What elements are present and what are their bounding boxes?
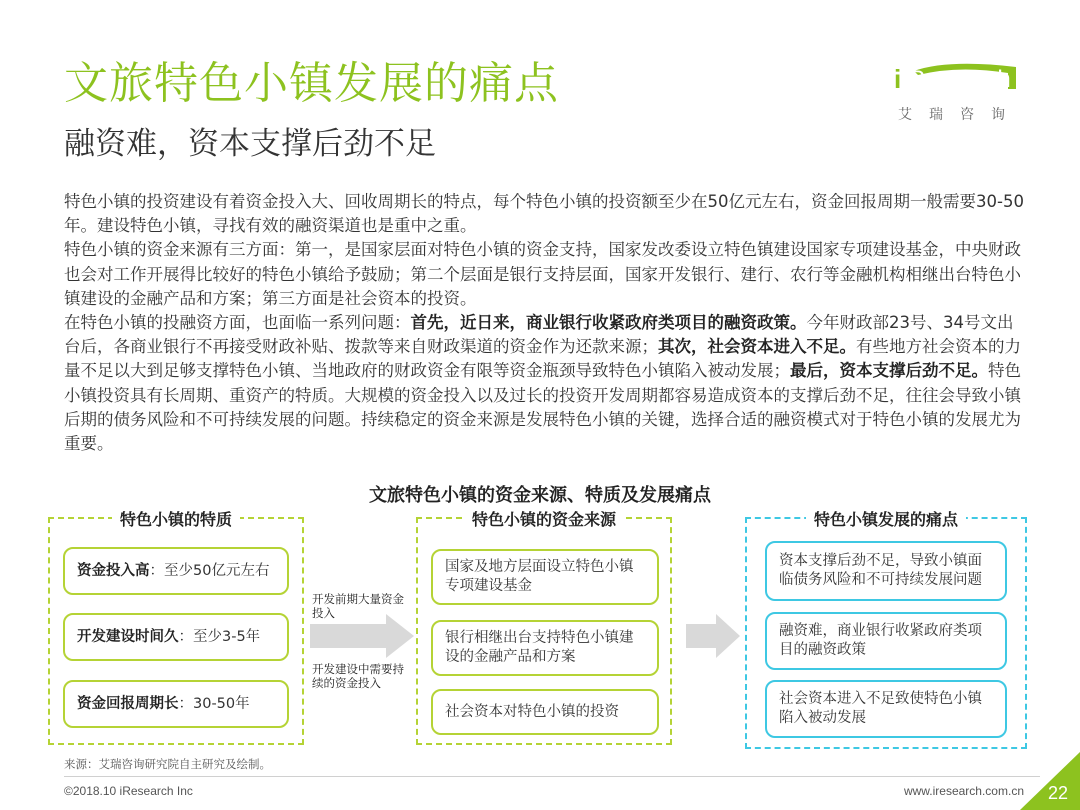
body-paragraph-2: 特色小镇的资金来源有三方面：第一，是国家层面对特色小镇的资金支持，国家发改委设立特色镇建设国家专项建设基金，中央财政也会对工作开展得比较好的特色小镇给予鼓励；第二个层面是银行支持层面，国家开发银行、建行、农行等金融机构相继出台特色小镇建设的金融产品和方案；第三方面是社会资本的投资。 xyxy=(64,240,1021,308)
trait-item: 开发建设时间久 ：至少3-5年 xyxy=(63,613,289,661)
source-note: 来源：艾瑞咨询研究院自主研究及绘制。 xyxy=(64,757,271,771)
footer-divider xyxy=(64,776,1040,777)
trait-item: 资金投入高 ：至少50亿元左右 xyxy=(63,547,289,595)
traits-heading: 特色小镇的特质 xyxy=(112,510,240,529)
website-link[interactable]: www.iresearch.com.cn xyxy=(903,784,1024,798)
body-text xyxy=(64,190,1024,456)
pain-item: 融资难，商业银行收紧政府类项目的融资政策 xyxy=(765,612,1007,670)
flow-arrow-icon xyxy=(686,614,740,658)
sources-heading: 特色小镇的资金来源 xyxy=(464,510,624,529)
logo-letter-i: i xyxy=(894,64,902,94)
pain-item: 社会资本进入不足致使特色小镇陷入被动发展 xyxy=(765,680,1007,738)
arrow-note-top: 开发前期大量资金投入 xyxy=(312,592,404,620)
pains-heading: 特色小镇发展的痛点 xyxy=(806,510,966,529)
arrow-note-bottom: 开发建设中需要持续的资金投入 xyxy=(312,662,404,690)
page-number: 22 xyxy=(1047,783,1068,803)
copyright: ©2018.10 iResearch Inc xyxy=(64,784,193,798)
logo-word: Research xyxy=(908,66,1011,93)
source-item: 银行相继出台支持特色小镇建设的金融产品和方案 xyxy=(431,620,659,676)
flow-arrow-icon xyxy=(310,614,414,658)
body-paragraph-3: 在特色小镇的投融资方面，也面临一系列问题：首先，近日来，商业银行收紧政府类项目的融资政策。今年财政部23号、34号文出台后，各商业银行不再接受财政补贴、拨款等来自财政渠道的资金作为还款来源；其次，社会资本进入不足。有些地方社会资本的力量不足以大到足够支撑特色小镇、当地政府的财政资金有限等资金瓶颈导致特色小镇陷入被动发展；最后，资本支撑后劲不足。特色小镇投资具有长周期、重资产的特质。大规模的资金投入以及过长的投资开发周期都容易造成资本的支撑后劲不足，往往会导致小镇后期的债务风险和不可持续发展的问题。持续稳定的资金来源是发展特色小镇的关键，选择合适的融资模式对于特色小镇的发展尤为重要。 xyxy=(64,313,1021,454)
source-item: 国家及地方层面设立特色小镇专项建设基金 xyxy=(431,549,659,605)
pain-item: 资本支撑后劲不足，导致小镇面临债务风险和不可持续发展问题 xyxy=(765,541,1007,601)
page-title: 文旅特色小镇发展的痛点 xyxy=(64,58,559,109)
source-item: 社会资本对特色小镇的投资 xyxy=(431,689,659,735)
page-subtitle: 融资难，资本支撑后劲不足 xyxy=(64,126,436,162)
logo-mark xyxy=(894,62,1024,96)
logo-chinese-name: 艾瑞咨询 xyxy=(898,107,1022,123)
diagram-title: 文旅特色小镇的资金来源、特质及发展痛点 xyxy=(369,485,711,506)
trait-item: 资金回报周期长 ：30-50年 xyxy=(63,680,289,728)
iresearch-logo xyxy=(894,62,1024,124)
body-paragraph-1: 特色小镇的投资建设有着资金投入大、回收周期长的特点，每个特色小镇的投资额至少在50亿元左右，资金回报周期一般需要30-50年。建设特色小镇，寻找有效的融资渠道也是重中之重。 xyxy=(64,192,1024,236)
